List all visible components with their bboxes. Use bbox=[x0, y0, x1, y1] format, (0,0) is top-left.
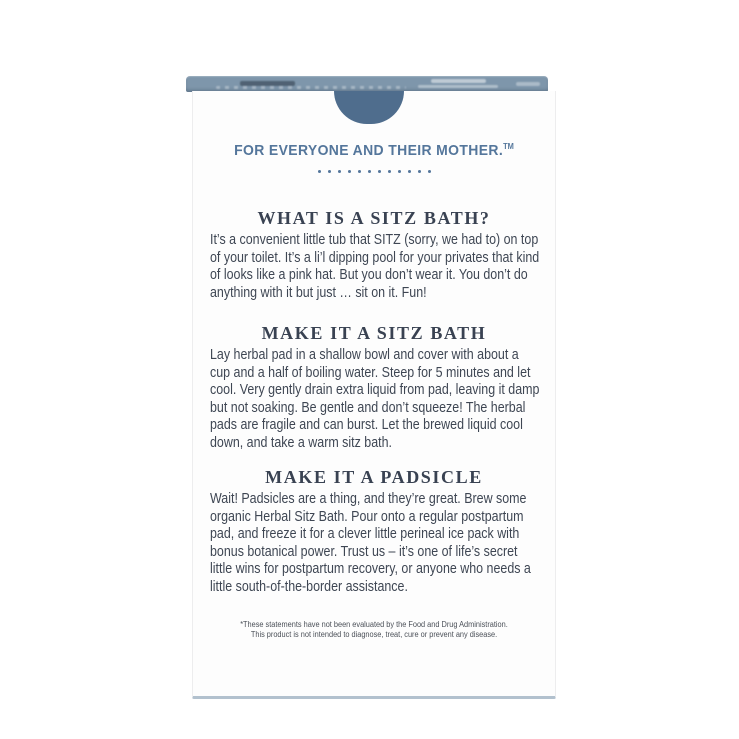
flap-print-smudge bbox=[516, 82, 540, 86]
fda-disclaimer-line2: This product is not intended to diagnose, treat, cure or prevent any disease. bbox=[250, 630, 498, 639]
brand-tagline-text: FOR EVERYONE AND THEIR MOTHER. bbox=[234, 142, 504, 159]
box-flap-band bbox=[186, 76, 548, 92]
trademark-symbol: TM bbox=[503, 142, 514, 151]
dot bbox=[358, 170, 361, 173]
section-body: Lay herbal pad in a shallow bowl and cover with about a cup and a half of boiling water. Steep for 5 minutes and let cool. Very gently drain extra liquid from pad, leaving it damp but not soaking. Be gentle and don’t squeeze! The herbal pads are fragile and can burst. Let the brewed liquid cool down, and take a warm sitz bath. bbox=[210, 346, 540, 451]
brand-tagline bbox=[221, 142, 526, 159]
dot bbox=[318, 170, 321, 173]
dot bbox=[328, 170, 331, 173]
flap-print-smudge bbox=[431, 79, 486, 83]
thumb-notch-semicircle bbox=[334, 91, 404, 124]
section-heading: WHAT IS A SITZ BATH? bbox=[257, 208, 491, 228]
dot bbox=[428, 170, 431, 173]
dot bbox=[388, 170, 391, 173]
product-box bbox=[192, 76, 556, 699]
section-body: It’s a convenient little tub that SITZ (sorry, we had to) on top of your toilet. It’s a li’l dipping pool for your privates that kind of looks like a pink hat. But you don’t wear it. You don’t do anything with it but just … sit on it. Fun! bbox=[210, 231, 540, 301]
section-body: Wait! Padsicles are a thing, and they’re great. Brew some organic Herbal Sitz Bath. Pour onto a regular postpartum pad, and freeze it for a clever little perineal ice pack with bonus botanical power. Trust us – it’s one of life’s secret little wins for postpartum recovery, or anyone who needs a little south-of-the-border assistance. bbox=[210, 490, 531, 595]
dot bbox=[368, 170, 371, 173]
fda-disclaimer bbox=[223, 620, 525, 640]
dot-leader bbox=[210, 167, 538, 171]
section-make-it-a-padsicle bbox=[210, 467, 538, 595]
dot bbox=[378, 170, 381, 173]
flap-print-smudge bbox=[216, 86, 406, 89]
panel-content bbox=[193, 142, 555, 640]
fda-disclaimer-line1: *These statements have not been evaluated by the Food and Drug Administration. bbox=[240, 620, 508, 629]
dot bbox=[418, 170, 421, 173]
dot bbox=[338, 170, 341, 173]
section-make-it-a-sitz-bath bbox=[210, 323, 538, 451]
flap-print-smudge bbox=[418, 85, 498, 88]
box-back-panel bbox=[192, 91, 556, 699]
section-what-is-a-sitz-bath bbox=[210, 208, 538, 301]
dot bbox=[408, 170, 411, 173]
section-heading: MAKE IT A PADSICLE bbox=[265, 467, 483, 487]
section-heading: MAKE IT A SITZ BATH bbox=[261, 323, 487, 343]
dot bbox=[348, 170, 351, 173]
dot bbox=[398, 170, 401, 173]
